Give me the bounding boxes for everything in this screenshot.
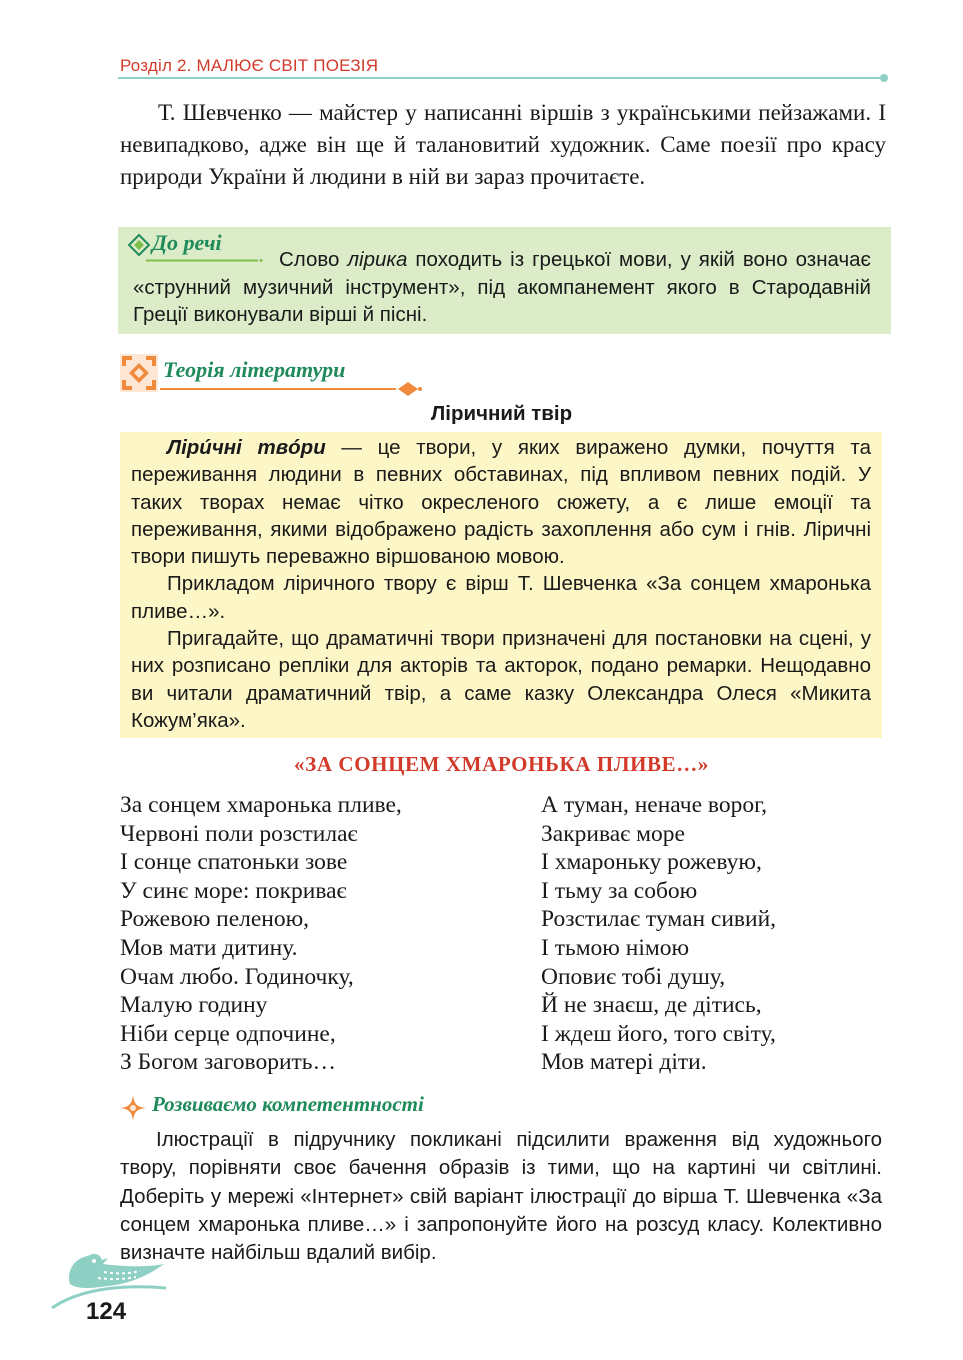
reminder-paragraph: Пригадайте, що драматичні твори призначені для постановки на сцені, у них розписано репліки для акторів та акторок, подано ремарки. Нещодавно ви читали драматичний твір, а саме казку Олександра Олеся «Микита Кожум’яка». bbox=[131, 627, 871, 732]
poem-line: Й не знаєш, де дітись, bbox=[541, 992, 762, 1019]
competence-star-icon bbox=[119, 1094, 147, 1122]
section-subheading: Ліричний твір bbox=[430, 402, 573, 425]
poem-line: Червоні поли розстилає bbox=[120, 820, 358, 847]
poem-line: І тьмою німою bbox=[541, 934, 690, 961]
poem-line: Мов мати дитину. bbox=[120, 934, 298, 961]
poem-line: І тьму за собою bbox=[541, 877, 698, 904]
theory-ornament-icon bbox=[120, 354, 158, 392]
poem-line: А туман, неначе ворог, bbox=[541, 792, 767, 818]
note-text: Слово лірика походить із грецької мови, у якій воно означає «струнний музичний інструмент», під акомпанемент якого в Стародавній Греції виконували вірші й пісні. bbox=[133, 248, 872, 326]
note-title: До речі bbox=[152, 230, 222, 255]
poem-line: Мов матері діти. bbox=[541, 1049, 707, 1076]
example-paragraph: Прикладом ліричного твору є вірш Т. Шевченка «За сонцем хмаронька пливе…». bbox=[131, 572, 871, 623]
poem-line: З Богом заговорить… bbox=[120, 1049, 337, 1076]
poem-right-column bbox=[541, 791, 941, 1077]
poem-line: І ждеш його, того світу, bbox=[541, 1020, 776, 1047]
theory-underline bbox=[160, 381, 422, 397]
poem-line: Рожевою пеленою, bbox=[120, 906, 310, 933]
poem-line: Очам любо. Годиночку, bbox=[120, 963, 354, 990]
poem-line: Закриває море bbox=[541, 820, 685, 847]
poem-line: Оповиє тобі душу, bbox=[541, 963, 726, 990]
poem-title: «ЗА СОНЦЕМ ХМАРОНЬКА ПЛИВЕ…» bbox=[294, 752, 709, 776]
definition-paragraph: Лірúчні твóри — це твори, у яких виражено думки, почуття та переживання людини в певних обставинах, під впливом певних подій. У таких творах немає чітко окресленого сюжету, а є лише емоції та переживання, якими відображено радість захоплення або сум і гнів. Ліричні твори пишуть переважно віршованою мовою. bbox=[131, 436, 871, 569]
poem-line: У синє море: покриває bbox=[120, 877, 347, 904]
poem-line: Малую годину bbox=[120, 992, 268, 1019]
definition-text bbox=[131, 434, 871, 734]
competence-title: Розвиваємо компетентності bbox=[152, 1092, 424, 1116]
header-rule-dot bbox=[880, 74, 888, 82]
note-term: лірика bbox=[347, 248, 408, 271]
poem-line: За сонцем хмаронька пливе, bbox=[120, 792, 402, 818]
poem-line: І сонце спатоньки зове bbox=[120, 849, 348, 876]
running-head: Розділ 2. МАЛЮЄ СВІТ ПОЕЗІЯ bbox=[120, 56, 379, 75]
poem-line: І хмароньку рожевую, bbox=[541, 849, 762, 876]
poem-line: Розстилає туман сивий, bbox=[541, 906, 777, 933]
definition-term: Лірúчні твóри bbox=[167, 436, 326, 459]
page-number: 124 bbox=[86, 1298, 127, 1325]
competence-text: Ілюстрації в підручнику покликані підсилити враження від художнього твору, порівняти своє бачення образів із тими, що на картині чи світлині. Доберіть у мережі «Інтернет» свій варіант ілюстрації до вірша Т. Шевченка «За сонцем хмаронька пливе…» і запропонуйте його на розсуд класу. Колективно визначте найбільш вдалий вибір. bbox=[120, 1128, 882, 1265]
header-rule bbox=[118, 77, 884, 79]
poem-line: Ніби серце одпочине, bbox=[120, 1020, 336, 1047]
theory-title: Теорія літератури bbox=[163, 357, 346, 382]
intro-paragraph: Т. Шевченко — майстер у написанні віршів з українськими пейзажами. І невипадково, адже він ще й талановитий художник. Саме поезії про красу природи України й людини в ній ви зараз прочитаєте. bbox=[120, 100, 886, 189]
poem-left-column bbox=[120, 791, 520, 1077]
